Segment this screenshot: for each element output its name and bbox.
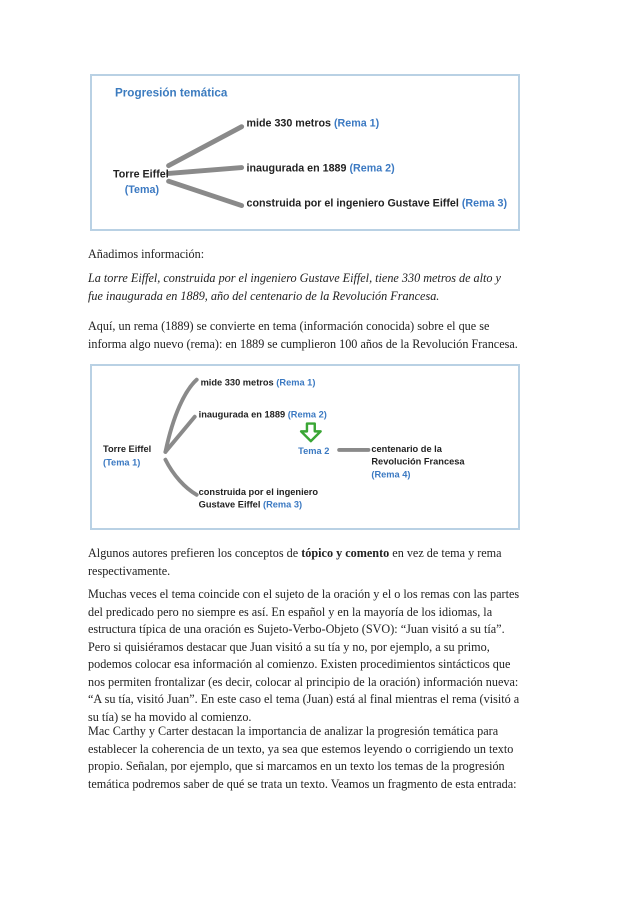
para-line: nos permiten frontalizar (es decir, colocar al principio de la oración) información nueva: — [88, 674, 519, 689]
para-aqui — [88, 318, 518, 353]
para-mac — [88, 723, 517, 793]
arrow-down-icon — [301, 424, 321, 442]
para-example-line: La torre Eiffel, construida por el ingeniero Gustave Eiffel, tiene 330 metros de alto y — [88, 271, 501, 285]
para-line: temática podremos saber de qué se trata un texto. Veamos un fragmento de esta entrada: — [88, 776, 517, 791]
para-line: “A su tía, visitó Juan”. En este caso el tema (Juan) está al final mientras el rema (visitó a — [88, 692, 520, 706]
rema-1-label: mide 330 metros (Rema 1) — [200, 377, 316, 388]
para-line: establecer la coherencia de un texto, ya sea que estemos leyendo o corrigiendo un texto — [88, 741, 514, 756]
text-span: Algunos autores prefieren los conceptos de — [88, 546, 302, 560]
rema-2-label: inaugurada en 1889 (Rema 2) — [198, 409, 327, 420]
rema-4-line2: Revolución Francesa — [371, 456, 465, 467]
para-line: podemos colocar esa información al comienzo. Existen procedimientos sintácticos que — [88, 657, 511, 671]
rema-3-line2: Gustave Eiffel (Rema 3) — [198, 499, 303, 510]
para-line: Mac Carthy y Carter destacan la importancia de analizar la progresión temática para — [88, 724, 499, 738]
para-line: Pero si quisiéramos destacar que Juan visitó a su tía y no, por ejemplo, a su primo, — [88, 639, 490, 654]
progression-diagram-2 — [90, 364, 520, 530]
diagram-title: Progresión temática — [114, 86, 228, 100]
para-aqui-line: Aquí, un rema (1889) se convierte en tema (información conocida) sobre el que se — [88, 319, 490, 333]
para-line: Muchas veces el tema coincide con el sujeto de la oración y el o los remas con las partes — [88, 587, 520, 601]
rema-2-label: inaugurada en 1889 (Rema 2) — [246, 162, 395, 175]
para-aqui-line: informa algo nuevo (rema): en 1889 se cumplieron 100 años de la Revolución Francesa. — [88, 336, 518, 351]
tema-2-label: Tema 2 — [298, 445, 330, 456]
para-example — [88, 270, 501, 305]
para-example-line: fue inaugurada en 1889, año del centenario de la Revolución Francesa. — [88, 288, 440, 303]
branch-line-3 — [169, 181, 242, 205]
para-line: su tía) se ha movido al comienzo. — [88, 709, 252, 724]
para-intro: Añadimos información: — [88, 247, 205, 261]
theme-label: Torre Eiffel — [113, 168, 169, 181]
rema-4-line1: centenario de la — [371, 443, 442, 454]
rema-1-label: mide 330 metros (Rema 1) — [246, 117, 380, 130]
diagram-1-svg — [92, 76, 518, 229]
para-line: del predicado pero no siempre es así. En español y en la mayoría de los idiomas, la — [88, 604, 493, 619]
para-autores-line: respectivamente. — [88, 563, 171, 578]
rema-4-tag: (Rema 4) — [371, 469, 411, 480]
text-span: en vez de tema y rema — [389, 546, 502, 560]
theme-tag: (Tema 1) — [102, 457, 141, 468]
theme-tag: (Tema) — [124, 183, 160, 196]
para-autores-line — [88, 545, 502, 563]
theme-label: Torre Eiffel — [102, 443, 152, 454]
para-muchas — [88, 586, 519, 726]
bold-term: tópico y comento — [301, 546, 390, 560]
branch-line-1 — [165, 380, 196, 452]
para-line: estructura típica de una oración es Sujeto-Verbo-Objeto (SVO): “Juan visitó a su tía”. — [88, 622, 505, 636]
para-autores — [88, 545, 502, 580]
branch-line-3 — [165, 460, 196, 495]
progression-diagram-1 — [90, 74, 520, 231]
rema-3-line1: construida por el ingeniero — [198, 486, 319, 497]
diagram-2-svg — [92, 366, 518, 528]
branch-line-1 — [169, 127, 242, 166]
para-line: propio. Señalan, por ejemplo, que si marcamos en un texto los temas de la progresión — [88, 759, 505, 773]
rema-3-label: construida por el ingeniero Gustave Eiffel (Rema 3) — [246, 197, 508, 210]
branch-line-2 — [169, 168, 242, 174]
